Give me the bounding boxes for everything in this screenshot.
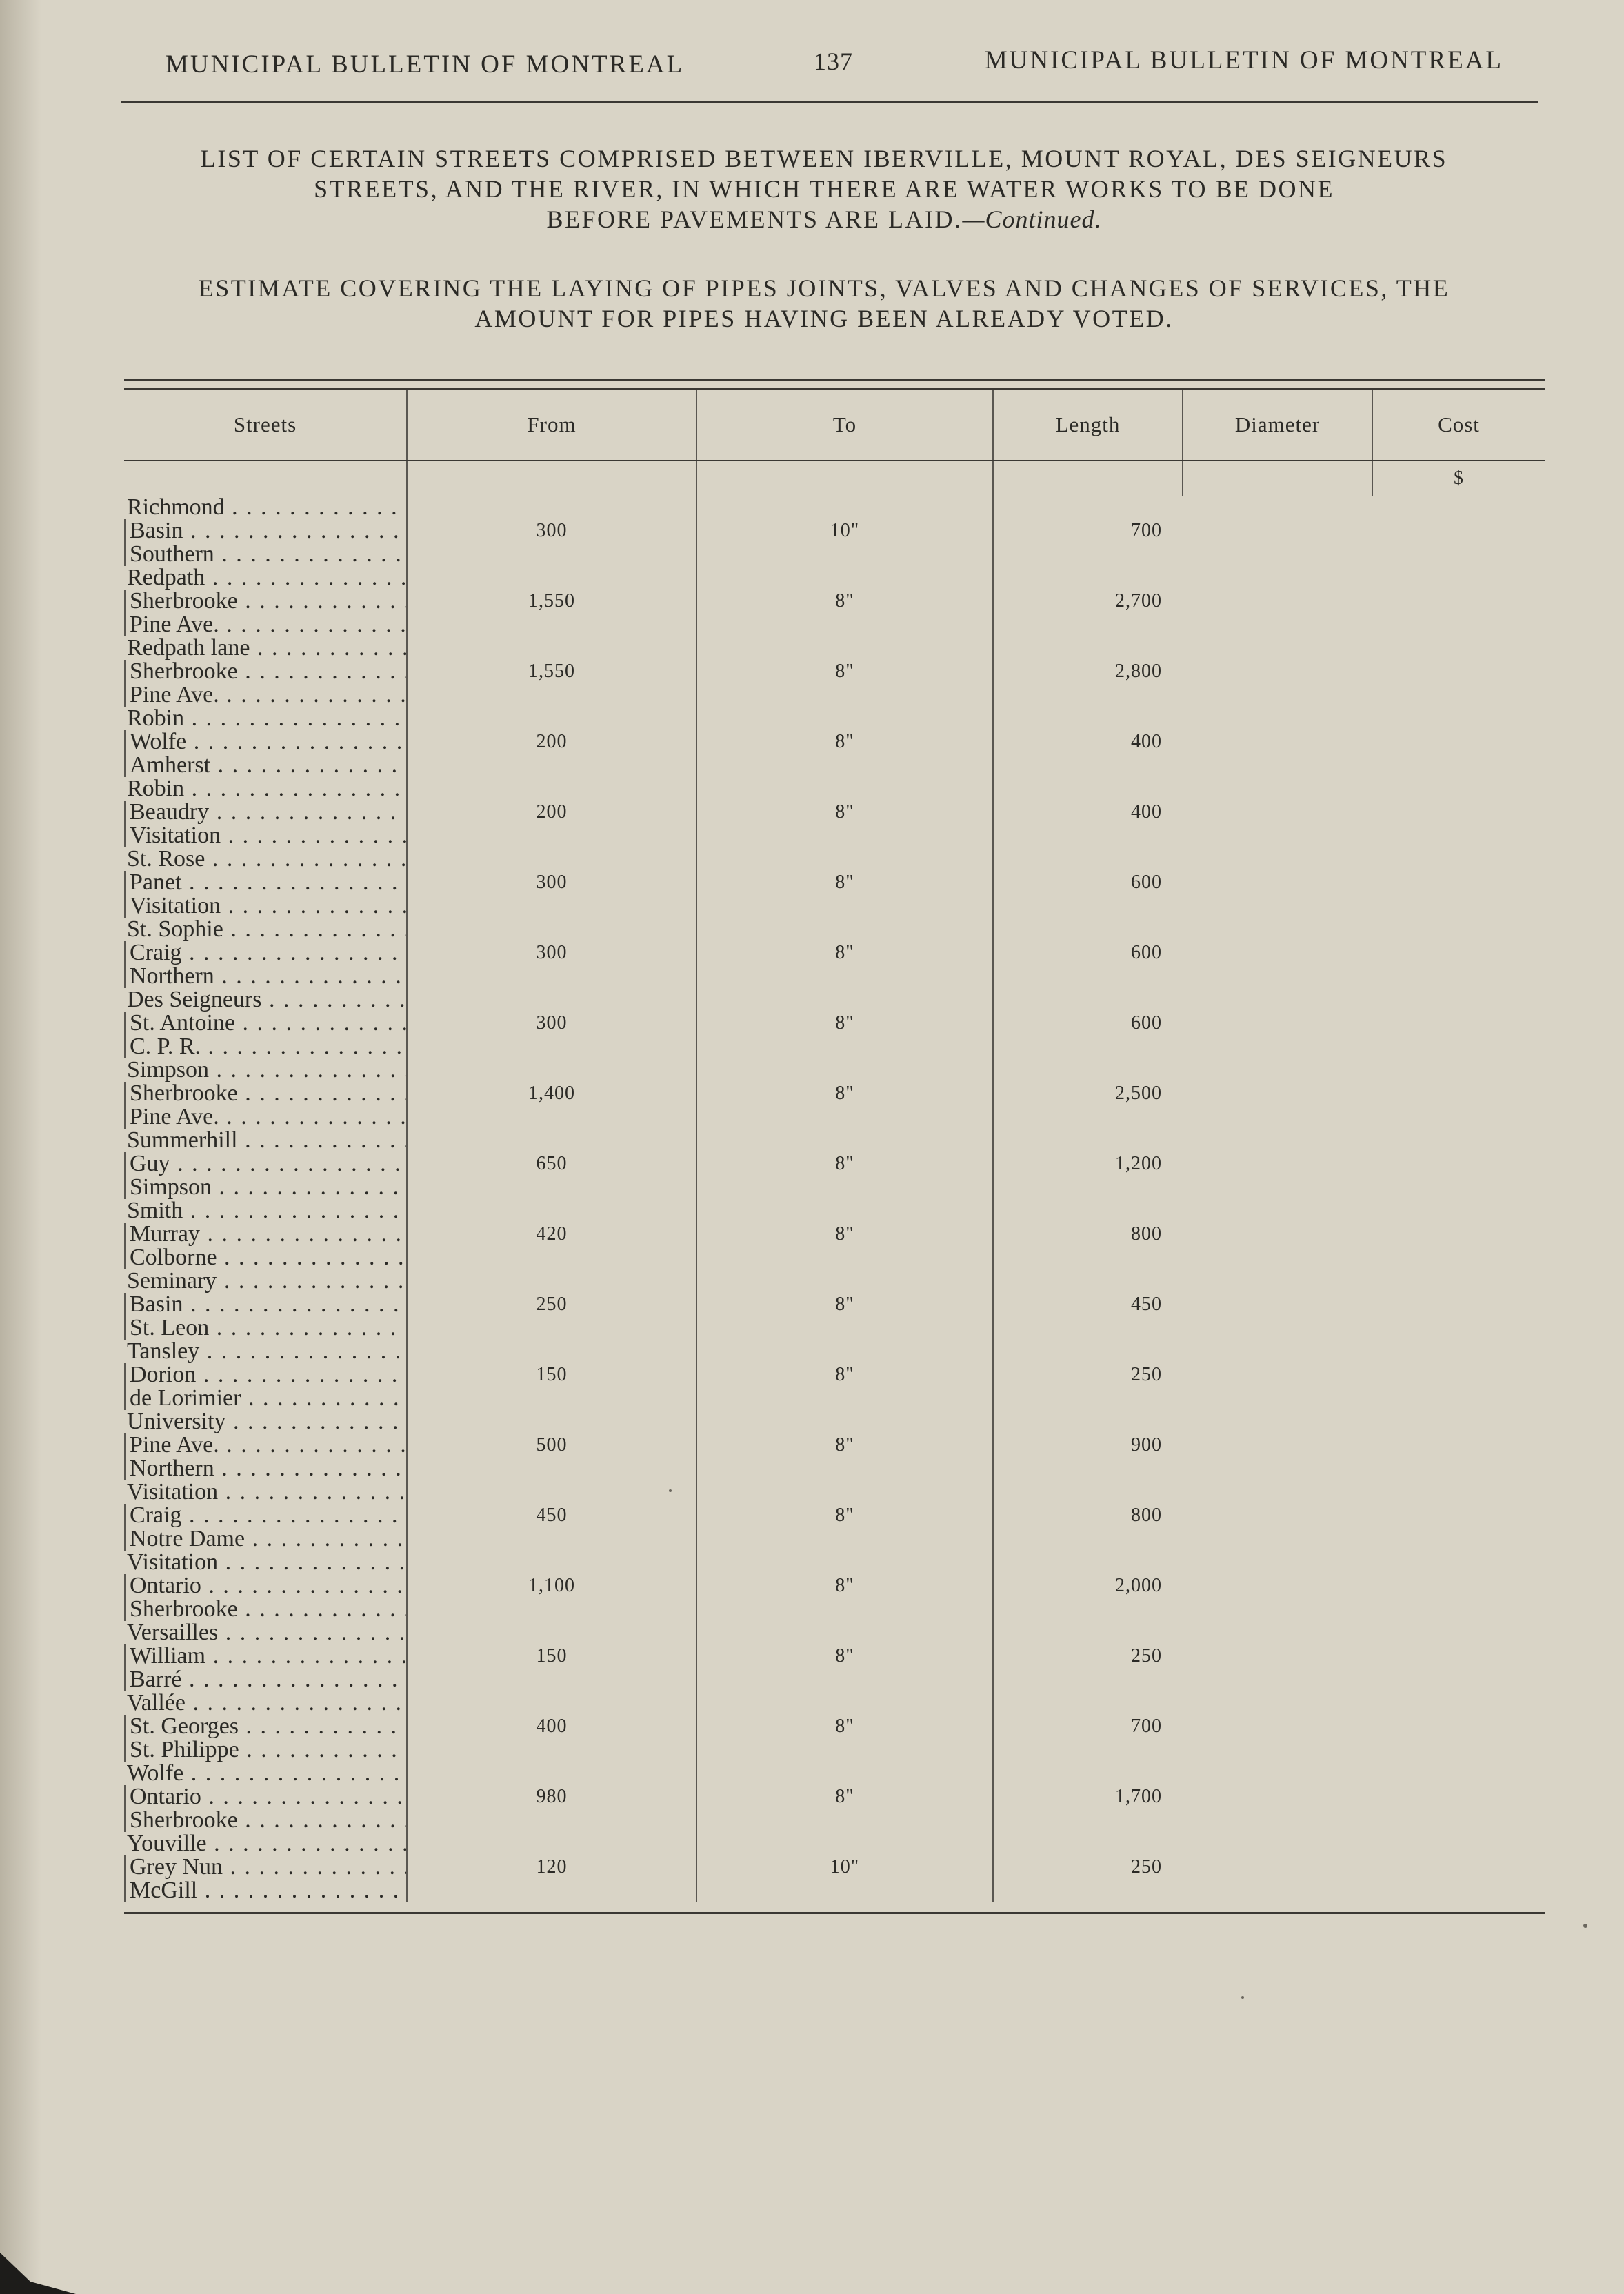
street-cell (124, 1691, 406, 1715)
diameter-cell (696, 566, 993, 636)
table-row (124, 1832, 1545, 1902)
to-cell (124, 1246, 406, 1269)
cost-cell (993, 918, 1183, 988)
street-cell (124, 636, 406, 660)
table-top-rule (124, 379, 1545, 390)
street-cell-text: Seminary . . . (127, 1269, 406, 1293)
street-cell (124, 1058, 406, 1082)
cost-cell-text: 1,200 (1115, 1153, 1162, 1174)
street-cell-text: Summerhill . . . (127, 1129, 406, 1152)
length-cell (407, 847, 696, 918)
currency-spacer (407, 461, 696, 496)
street-cell (124, 1199, 406, 1223)
street-cell (124, 1621, 406, 1644)
from-cell (124, 660, 406, 683)
list-title-line-2: STREETS, AND THE RIVER, IN WHICH THERE ARE WATER WORKS TO BE DONE (314, 175, 1334, 203)
from-cell (124, 1504, 406, 1527)
diameter-cell (696, 1199, 993, 1269)
cost-cell (993, 1832, 1183, 1902)
length-cell (407, 707, 696, 777)
to-cell (124, 754, 406, 777)
table-row (124, 1621, 1545, 1691)
table-row (124, 1129, 1545, 1199)
to-cell-text: Northern . . . (130, 965, 406, 988)
from-cell (124, 1363, 406, 1387)
length-cell-text: 300 (536, 1012, 568, 1034)
from-cell-text: Sherbrooke . . . (130, 660, 406, 683)
street-cell-text: Smith . . . (127, 1199, 406, 1223)
to-cell-text: Sherbrooke . . . (130, 1598, 406, 1621)
street-cell (124, 1762, 406, 1785)
length-cell-text: 300 (536, 872, 568, 893)
from-cell-text: Sherbrooke . . . (130, 1082, 406, 1105)
from-cell-text: Craig . . . (130, 1504, 406, 1527)
cost-cell (993, 1621, 1183, 1691)
diameter-cell-text: 8" (835, 872, 854, 893)
diameter-cell-text: 8" (835, 1434, 854, 1456)
from-cell-text: Ontario . . . (130, 1785, 406, 1809)
diameter-cell-text: 8" (835, 1223, 854, 1245)
header-rule (121, 101, 1538, 103)
length-cell (407, 1762, 696, 1832)
street-cell (124, 1551, 406, 1574)
header-to: To (696, 390, 993, 461)
to-cell-text: Amherst . . . (130, 754, 406, 777)
running-head (166, 43, 1503, 84)
list-title-line-1: LIST OF CERTAIN STREETS COMPRISED BETWEEN IBERVILLE, MOUNT ROYAL, DES SEIGNEURS (200, 145, 1448, 172)
diameter-cell (696, 1058, 993, 1129)
table-row (124, 566, 1545, 636)
to-cell (124, 543, 406, 566)
from-cell-text: Pine Ave. . . . (130, 1433, 406, 1457)
table-row (124, 1199, 1545, 1269)
cost-cell (993, 1480, 1183, 1551)
to-cell (124, 965, 406, 988)
length-cell (407, 1199, 696, 1269)
cost-cell-text: 250 (1131, 1364, 1162, 1385)
length-cell-text: 450 (536, 1505, 568, 1526)
cost-cell (993, 988, 1183, 1058)
currency-symbol: $ (1372, 461, 1545, 496)
diameter-cell-text: 8" (835, 942, 854, 963)
cost-cell-text: 1,700 (1115, 1786, 1162, 1807)
header-cost: Cost (1372, 390, 1545, 461)
list-title-line-3 (138, 204, 1510, 234)
to-cell-text: Visitation . . . (130, 824, 406, 847)
diameter-cell (696, 1551, 993, 1621)
cost-cell-text: 250 (1131, 1856, 1162, 1878)
diameter-cell-text: 8" (835, 1575, 854, 1596)
length-cell (407, 636, 696, 707)
diameter-cell-text: 8" (835, 801, 854, 823)
paper-speck (1241, 1996, 1244, 1999)
street-cell (124, 1269, 406, 1293)
table-row (124, 707, 1545, 777)
diameter-cell (696, 1691, 993, 1762)
to-cell (124, 894, 406, 918)
street-cell-text: Simpson . . . (127, 1058, 406, 1082)
to-cell (124, 1879, 406, 1902)
from-cell (124, 519, 406, 543)
to-cell-text: Southern . . . (130, 543, 406, 566)
street-cell (124, 777, 406, 801)
diameter-cell-text: 10" (830, 1856, 860, 1878)
page-edge-shadow (0, 0, 41, 2294)
to-cell-text: Pine Ave. . . . (130, 613, 406, 636)
diameter-cell (696, 918, 993, 988)
cost-cell-text: 900 (1131, 1434, 1162, 1456)
length-cell-text: 420 (536, 1223, 568, 1245)
diameter-cell (696, 707, 993, 777)
length-cell-text: 650 (536, 1153, 568, 1174)
to-cell-text: McGill . . . (130, 1879, 406, 1902)
to-cell (124, 1105, 406, 1129)
street-cell (124, 566, 406, 590)
from-cell-text: Craig . . . (130, 941, 406, 965)
cost-cell (993, 496, 1183, 566)
from-cell-text: Basin . . . (130, 1293, 406, 1316)
length-cell (407, 1621, 696, 1691)
cost-cell (993, 1691, 1183, 1762)
cost-cell-text: 2,500 (1115, 1083, 1162, 1104)
table-row (124, 847, 1545, 918)
to-cell (124, 1668, 406, 1691)
to-cell-text: Northern . . . (130, 1457, 406, 1480)
table-row (124, 777, 1545, 847)
cost-cell (993, 847, 1183, 918)
diameter-cell-text: 10" (830, 520, 860, 541)
length-cell-text: 980 (536, 1786, 568, 1807)
from-cell-text: Grey Nun . . . (130, 1855, 406, 1879)
diameter-cell (696, 1480, 993, 1551)
to-cell (124, 613, 406, 636)
table-row (124, 988, 1545, 1058)
street-cell-text: Wolfe . . . (127, 1762, 406, 1785)
length-cell (407, 988, 696, 1058)
diameter-cell (696, 777, 993, 847)
table-body (124, 461, 1545, 1902)
diameter-cell (696, 1269, 993, 1340)
cost-cell (993, 1199, 1183, 1269)
from-cell-text: St. Georges . . . (130, 1715, 406, 1738)
from-cell (124, 801, 406, 824)
to-cell (124, 824, 406, 847)
table-row (124, 1340, 1545, 1410)
to-cell-text: de Lorimier . . . (130, 1387, 406, 1410)
street-cell-text: Des Seigneurs . . . (127, 988, 406, 1012)
street-cell-text: Versailles . . . (127, 1621, 406, 1644)
from-cell (124, 941, 406, 965)
currency-spacer (993, 461, 1183, 496)
to-cell (124, 1176, 406, 1199)
length-cell-text: 150 (536, 1645, 568, 1667)
from-cell (124, 1574, 406, 1598)
from-cell (124, 730, 406, 754)
street-cell (124, 707, 406, 730)
diameter-cell-text: 8" (835, 731, 854, 752)
length-cell (407, 1129, 696, 1199)
street-cell (124, 1340, 406, 1363)
to-cell (124, 683, 406, 707)
cost-cell (993, 1762, 1183, 1832)
from-cell-text: Basin . . . (130, 519, 406, 543)
from-cell-text: Beaudry . . . (130, 801, 406, 824)
from-cell (124, 1152, 406, 1176)
from-cell (124, 1223, 406, 1246)
diameter-cell (696, 1762, 993, 1832)
length-cell-text: 1,100 (528, 1575, 575, 1596)
diameter-cell-text: 8" (835, 1364, 854, 1385)
length-cell-text: 200 (536, 731, 568, 752)
length-cell-text: 150 (536, 1364, 568, 1385)
to-cell (124, 1387, 406, 1410)
street-cell (124, 918, 406, 941)
continued-note: —Continued. (962, 205, 1102, 233)
length-cell-text: 250 (536, 1294, 568, 1315)
list-title-line-3-text: BEFORE PAVEMENTS ARE LAID. (546, 205, 963, 233)
to-cell-text: Colborne . . . (130, 1246, 406, 1269)
cost-cell (993, 566, 1183, 636)
length-cell (407, 918, 696, 988)
length-cell-text: 500 (536, 1434, 568, 1456)
cost-cell (993, 1269, 1183, 1340)
length-cell (407, 1340, 696, 1410)
diameter-cell (696, 1832, 993, 1902)
from-cell (124, 1644, 406, 1668)
length-cell-text: 1,550 (528, 661, 575, 682)
to-cell (124, 1809, 406, 1832)
street-cell (124, 988, 406, 1012)
to-cell (124, 1598, 406, 1621)
table-row (124, 1269, 1545, 1340)
currency-spacer (1183, 461, 1372, 496)
running-head-left: MUNICIPAL BULLETIN OF MONTREAL (166, 50, 685, 79)
table-header-row (124, 390, 1545, 461)
street-cell-text: University . . . (127, 1410, 406, 1433)
street-cell (124, 1480, 406, 1504)
street-cell-text: Youville . . . (127, 1832, 406, 1855)
table-row (124, 636, 1545, 707)
diameter-cell-text: 8" (835, 1716, 854, 1737)
diameter-cell-text: 8" (835, 1786, 854, 1807)
length-cell (407, 1269, 696, 1340)
currency-row (124, 461, 1545, 496)
length-cell-text: 120 (536, 1856, 568, 1878)
diameter-cell (696, 1410, 993, 1480)
street-cell-text: St. Rose . . . (127, 847, 406, 871)
street-cell-text: Visitation . . . (127, 1480, 406, 1504)
cost-cell-text: 600 (1131, 942, 1162, 963)
cost-cell-text: 2,000 (1115, 1575, 1162, 1596)
length-cell (407, 496, 696, 566)
diameter-cell (696, 1129, 993, 1199)
to-cell (124, 1316, 406, 1340)
cost-cell-text: 800 (1131, 1505, 1162, 1526)
header-diameter: Diameter (1183, 390, 1372, 461)
street-cell-text: Tansley . . . (127, 1340, 406, 1363)
from-cell (124, 1785, 406, 1809)
street-cell-text: Vallée . . . (127, 1691, 406, 1715)
diameter-cell (696, 636, 993, 707)
currency-spacer (696, 461, 993, 496)
to-cell-text: Barré . . . (130, 1668, 406, 1691)
header-from: From (407, 390, 696, 461)
table-row (124, 1480, 1545, 1551)
cost-cell (993, 1129, 1183, 1199)
diameter-cell-text: 8" (835, 1645, 854, 1667)
from-cell (124, 1293, 406, 1316)
street-cell-text: St. Sophie . . . (127, 918, 406, 941)
to-cell (124, 1457, 406, 1480)
street-cell-text: Redpath . . . (127, 566, 406, 590)
cost-cell-text: 400 (1131, 731, 1162, 752)
cost-cell (993, 1058, 1183, 1129)
to-cell-text: Sherbrooke . . . (130, 1809, 406, 1832)
page-number: 137 (814, 48, 853, 75)
estimate-table (124, 390, 1545, 1902)
street-cell-text: Robin . . . (127, 707, 406, 730)
cost-cell (993, 1551, 1183, 1621)
length-cell (407, 1058, 696, 1129)
to-cell-text: Notre Dame . . . (130, 1527, 406, 1551)
table-row (124, 496, 1545, 566)
cost-cell-text: 400 (1131, 801, 1162, 823)
diameter-cell (696, 988, 993, 1058)
to-cell-text: St. Philippe . . . (130, 1738, 406, 1762)
to-cell-text: Visitation . . . (130, 894, 406, 918)
cost-cell (993, 636, 1183, 707)
cost-cell-text: 450 (1131, 1294, 1162, 1315)
length-cell-text: 300 (536, 942, 568, 963)
length-cell (407, 1410, 696, 1480)
street-cell (124, 496, 406, 519)
table-bottom-rule (124, 1912, 1545, 1914)
to-cell (124, 1035, 406, 1058)
estimate-subtitle (138, 273, 1510, 334)
table-row (124, 1762, 1545, 1832)
header-length: Length (993, 390, 1183, 461)
to-cell-text: C. P. R. . . . (130, 1035, 406, 1058)
table-row (124, 1058, 1545, 1129)
estimate-subtitle-line-2: AMOUNT FOR PIPES HAVING BEEN ALREADY VOTED. (474, 305, 1174, 332)
from-cell-text: Wolfe . . . (130, 730, 406, 754)
from-cell (124, 590, 406, 613)
diameter-cell-text: 8" (835, 590, 854, 612)
to-cell-text: St. Leon . . . (130, 1316, 406, 1340)
diameter-cell-text: 8" (835, 1012, 854, 1034)
from-cell-text: Guy . . . (130, 1152, 406, 1176)
street-cell-text: Richmond . . . (127, 496, 406, 519)
cost-cell (993, 707, 1183, 777)
length-cell (407, 777, 696, 847)
cost-cell-text: 600 (1131, 1012, 1162, 1034)
from-cell-text: Dorion . . . (130, 1363, 406, 1387)
length-cell (407, 1551, 696, 1621)
cost-cell (993, 1410, 1183, 1480)
table-row (124, 1691, 1545, 1762)
diameter-cell-text: 8" (835, 1083, 854, 1104)
street-cell (124, 1832, 406, 1855)
estimate-table-wrap (124, 379, 1545, 1914)
street-cell-text: Redpath lane . . . (127, 636, 406, 660)
cost-cell-text: 800 (1131, 1223, 1162, 1245)
to-cell-text: Pine Ave. . . . (130, 683, 406, 707)
cost-cell-text: 2,800 (1115, 661, 1162, 682)
to-cell-text: Pine Ave. . . . (130, 1105, 406, 1129)
length-cell-text: 200 (536, 801, 568, 823)
list-title (138, 143, 1510, 234)
street-cell (124, 1129, 406, 1152)
to-cell (124, 1527, 406, 1551)
street-cell-text: Robin . . . (127, 777, 406, 801)
length-cell (407, 566, 696, 636)
length-cell-text: 1,550 (528, 590, 575, 612)
from-cell (124, 871, 406, 894)
length-cell (407, 1480, 696, 1551)
from-cell-text: Murray . . . (130, 1223, 406, 1246)
paper-speck (669, 1489, 672, 1492)
diameter-cell-text: 8" (835, 1294, 854, 1315)
currency-spacer (124, 461, 407, 496)
cost-cell-text: 700 (1131, 1716, 1162, 1737)
diameter-cell-text: 8" (835, 1153, 854, 1174)
table-row (124, 918, 1545, 988)
diameter-cell-text: 8" (835, 661, 854, 682)
length-cell-text: 400 (536, 1716, 568, 1737)
cost-cell-text: 2,700 (1115, 590, 1162, 612)
from-cell-text: Ontario . . . (130, 1574, 406, 1598)
to-cell-text: Simpson . . . (130, 1176, 406, 1199)
table-row (124, 1551, 1545, 1621)
to-cell (124, 1738, 406, 1762)
length-cell (407, 1691, 696, 1762)
from-cell-text: Sherbrooke . . . (130, 590, 406, 613)
header-streets: Streets (124, 390, 407, 461)
street-cell-text: Visitation . . . (127, 1551, 406, 1574)
table-row (124, 1410, 1545, 1480)
length-cell-text: 300 (536, 520, 568, 541)
diameter-cell (696, 1340, 993, 1410)
from-cell-text: St. Antoine . . . (130, 1012, 406, 1035)
from-cell (124, 1433, 406, 1457)
cost-cell-text: 600 (1131, 872, 1162, 893)
diameter-cell (696, 1621, 993, 1691)
paper-speck (1583, 1924, 1587, 1928)
from-cell-text: William . . . (130, 1644, 406, 1668)
from-cell-text: Panet . . . (130, 871, 406, 894)
estimate-subtitle-line-1: ESTIMATE COVERING THE LAYING OF PIPES JOINTS, VALVES AND CHANGES OF SERVICES, THE (198, 274, 1450, 302)
street-cell (124, 1410, 406, 1433)
length-cell (407, 1832, 696, 1902)
from-cell (124, 1012, 406, 1035)
length-cell-text: 1,400 (528, 1083, 575, 1104)
cost-cell-text: 700 (1131, 520, 1162, 541)
cost-cell (993, 1340, 1183, 1410)
cost-cell (993, 777, 1183, 847)
cost-cell-text: 250 (1131, 1645, 1162, 1667)
from-cell (124, 1082, 406, 1105)
diameter-cell (696, 496, 993, 566)
diameter-cell-text: 8" (835, 1505, 854, 1526)
from-cell (124, 1855, 406, 1879)
running-head-right: MUNICIPAL BULLETIN OF MONTREAL (984, 46, 1503, 74)
street-cell (124, 847, 406, 871)
from-cell (124, 1715, 406, 1738)
diameter-cell (696, 847, 993, 918)
